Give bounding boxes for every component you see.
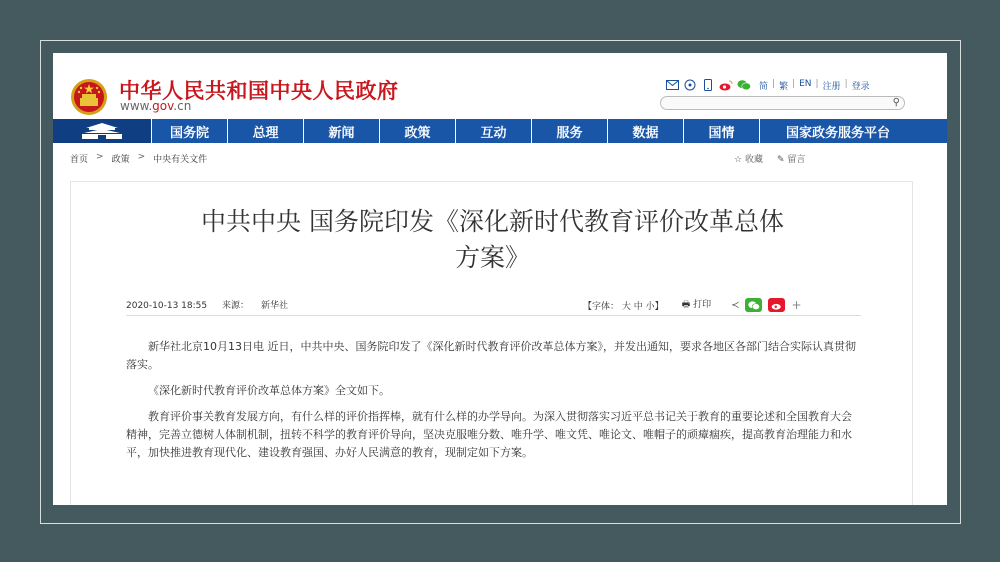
nav-item-state-council[interactable]: 国务院 [151,119,227,143]
breadcrumb-separator: > [96,152,104,162]
language-links [759,79,870,92]
breadcrumb-current[interactable]: 中央有关文件 [153,155,208,165]
nav-item-policy[interactable]: 政策 [379,119,455,143]
webpage [53,53,947,505]
search-icon[interactable]: ⚲ [892,97,900,108]
site-name[interactable]: 中华人民共和国中央人民政府 [119,79,399,103]
main-nav [53,119,947,143]
nav-item-national-conditions[interactable]: 国情 [683,119,759,143]
pencil-icon: ✎ [776,155,785,165]
nav-item-government-services[interactable]: 国家政务服务平台 [759,119,916,143]
print-label: 打印 [693,300,712,310]
site-header [53,53,947,119]
mail-icon[interactable] [665,79,679,91]
url-gov: gov [152,99,174,113]
font-small-button[interactable]: 小】 [645,301,664,312]
wechat-share-icon[interactable] [745,298,762,312]
lang-separator: | [792,78,796,89]
favorite-label: 收藏 [744,155,763,165]
lang-traditional[interactable]: 繁 [779,81,789,92]
source-name: 新华社 [261,301,289,311]
printer-icon: 🖶 [681,300,691,310]
nav-item-data[interactable]: 数据 [607,119,683,143]
nav-item-interaction[interactable]: 互动 [455,119,531,143]
lang-english[interactable]: EN [799,78,812,89]
nav-item-news[interactable]: 新闻 [303,119,379,143]
weibo-share-icon[interactable] [768,298,785,312]
article-tools [583,297,802,313]
nav-item-premier[interactable]: 总理 [227,119,303,143]
search-input[interactable] [660,96,905,110]
breadcrumb [70,152,207,165]
message-label: 留言 [787,155,806,165]
article-paragraph: 新华社北京10月13日电 近日，中共中央、国务院印发了《深化新时代教育评价改革总体方案》，并发出通知，要求各地区各部门结合实际认真贯彻落实。 [126,340,856,371]
article-title-line-2: 方案》 [454,243,530,272]
font-large-button[interactable]: 大 [621,301,631,312]
lang-separator: | [844,78,848,89]
font-size-control [583,299,664,312]
font-size-label: 【字体： [583,301,620,312]
article-panel [70,181,913,505]
article-title-line-1: 中共中央 国务院印发《深化新时代教育评价改革总体 [201,207,784,236]
top-tools [665,78,870,92]
mobile-icon[interactable] [701,79,715,91]
font-medium-button[interactable]: 中 [633,301,643,312]
weibo-icon[interactable] [683,79,697,91]
article-paragraph: 《深化新时代教育评价改革总体方案》全文如下。 [148,384,390,397]
share-icon[interactable]: ≺ [731,299,740,311]
lang-simplified[interactable]: 简 [759,81,769,92]
wechat-icon[interactable] [737,79,751,91]
weibo-brand-icon[interactable] [719,79,733,91]
breadcrumb-separator: > [137,152,146,162]
tiananmen-icon[interactable] [53,119,151,143]
site-url [120,99,191,113]
source-label: 来源： [221,301,249,311]
article-meta [126,296,861,316]
url-prefix: www. [120,99,153,113]
url-suffix: .cn [173,99,192,113]
nav-item-services[interactable]: 服务 [531,119,607,143]
breadcrumb-policy[interactable]: 政策 [111,155,130,165]
article-info [126,298,300,311]
page-actions [734,152,805,165]
login-link[interactable]: 登录 [851,81,870,92]
breadcrumb-home[interactable]: 首页 [70,155,89,165]
favorite-button[interactable] [734,152,763,165]
article-paragraph: 教育评价事关教育发展方向，有什么样的评价指挥棒，就有什么样的办学导向。为深入贯彻落实习近平总书记关于教育的重要论述和全国教育大会精神，完善立德树人体制机制，扭转不科学的教育评价导向，坚决克服唯分数、唯升学、唯文凭、唯论文、唯帽子的顽瘴痼疾，提高教育治理能力和水平，加快推进教育现代化、建设教育强国、办好人民满意的教育，现制定如下方案。 [126,410,852,459]
star-icon: ☆ [734,155,743,165]
article-title [71,204,914,276]
more-share-icon[interactable]: + [791,298,802,312]
article-body [126,338,861,470]
national-emblem-icon [70,78,108,116]
print-button[interactable] [682,297,711,313]
lang-separator: | [815,78,819,89]
register-link[interactable]: 注册 [822,81,841,92]
message-button[interactable] [777,152,805,165]
publish-date: 2020-10-13 18:55 [126,301,208,311]
lang-separator: | [772,78,776,89]
